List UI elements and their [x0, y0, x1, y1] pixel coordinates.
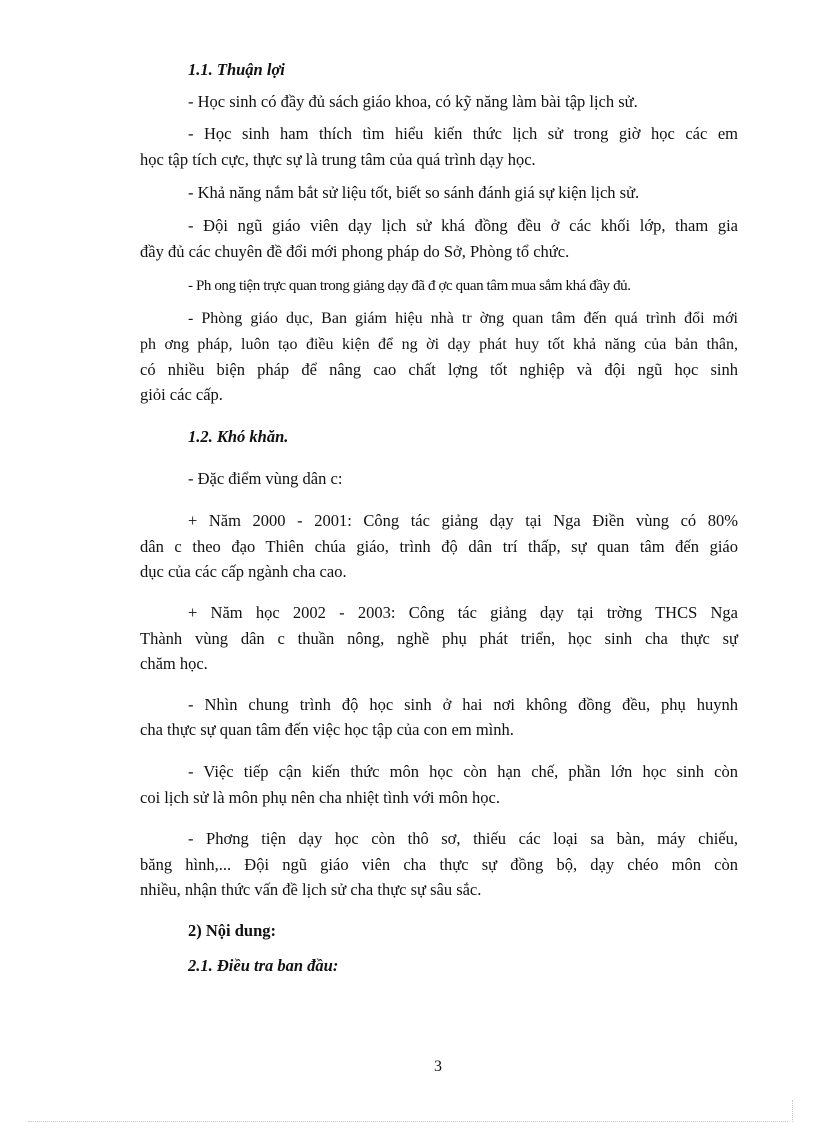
paragraph-line: - Ph ong tiện trực quan trong giảng dạy đã đ ợc quan tâm mua sắm khá đầy đủ. [188, 278, 631, 294]
heading-2-1: 2.1. Điều tra ban đầu: [188, 956, 339, 975]
page-corner-mark [792, 1100, 793, 1122]
heading-1-1: 1.1. Thuận lợi [188, 60, 285, 79]
paragraph-line: có nhiều biện pháp để nâng cao chất lợng tốt nghiệp và đội ngũ học sinh [140, 360, 738, 379]
paragraph-line: học tập tích cực, thực sự là trung tâm của quá trình dạy học. [140, 150, 536, 169]
paragraph-line: - Đặc điểm vùng dân c: [188, 469, 343, 488]
heading-1-2: 1.2. Khó khăn. [188, 427, 289, 446]
paragraph-line: - Việc tiếp cận kiến thức môn học còn hạn chế, phần lớn học sinh còn [188, 762, 738, 781]
paragraph-line: - Nhìn chung trình độ học sinh ở hai nơi không đồng đều, phụ huynh [188, 695, 738, 714]
paragraph-line: Thành vùng dân c thuần nông, nghề phụ phát triển, học sinh cha thực sự [140, 629, 738, 648]
paragraph-line: dân c theo đạo Thiên chúa giáo, trình độ dân trí thấp, sự quan tâm đến giáo [140, 537, 738, 556]
paragraph-line: coi lịch sử là môn phụ nên cha nhiệt tình với môn học. [140, 788, 500, 807]
paragraph-line: - Đội ngũ giáo viên dạy lịch sử khá đồng đều ở các khối lớp, tham gia [188, 216, 738, 235]
paragraph-line: ph ơng pháp, luôn tạo điều kiện để ng ời dạy phát huy tốt khả năng của bản thân, [140, 336, 738, 353]
paragraph-line: - Phơng tiện dạy học còn thô sơ, thiếu các loại sa bàn, máy chiếu, [188, 829, 738, 848]
paragraph-line: dục của các cấp ngành cha cao. [140, 562, 347, 581]
heading-2: 2) Nội dung: [188, 921, 277, 940]
page-number: 3 [434, 1058, 442, 1075]
paragraph-line: + Năm học 2002 - 2003: Công tác giảng dạy tại trờng THCS Nga [188, 603, 738, 622]
page-border-divider [28, 1121, 788, 1122]
paragraph-line: băng hình,... Đội ngũ giáo viên cha thực sự đồng bộ, dạy chéo môn còn [140, 855, 738, 874]
paragraph-line: - Học sinh có đầy đủ sách giáo khoa, có kỹ năng làm bài tập lịch sử. [188, 92, 638, 111]
paragraph-line: - Khả năng nắm bắt sử liệu tốt, biết so sánh đánh giá sự kiện lịch sử. [188, 183, 640, 202]
paragraph-line: - Phòng giáo dục, Ban giám hiệu nhà tr ờng quan tâm đến quá trình đổi mới [188, 310, 738, 327]
paragraph-line: nhiều, nhận thức vấn đề lịch sử cha thực sự sâu sắc. [140, 880, 482, 899]
paragraph-line: + Năm 2000 - 2001: Công tác giảng dạy tại Nga Điền vùng có 80% [188, 511, 738, 530]
paragraph-line: giỏi các cấp. [140, 385, 223, 404]
paragraph-line: - Học sinh ham thích tìm hiểu kiến thức lịch sử trong giờ học các em [188, 124, 738, 143]
paragraph-line: đầy đủ các chuyên đề đổi mới phong pháp do Sở, Phòng tổ chức. [140, 242, 570, 261]
paragraph-line: chăm học. [140, 654, 208, 673]
paragraph-line: cha thực sự quan tâm đến việc học tập của con em mình. [140, 720, 514, 739]
